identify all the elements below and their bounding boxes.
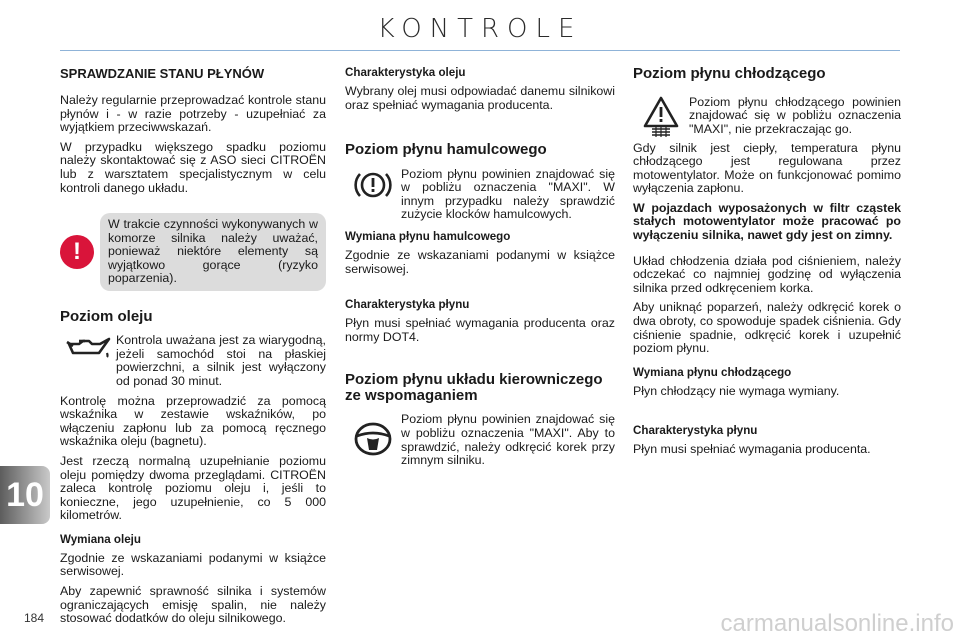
paragraph: Należy regularnie przeprowadzać kontrole stanu płynów i - w razie potrzeby - uzupełniać za wyjątkiem przeciwwskazań. — [60, 93, 326, 135]
subheading-oil-spec: Charakterystyka oleju — [345, 66, 466, 79]
paragraph: Kontrolę można przeprowadzić za pomocą wskaźnika w zestawie wskaźników, po włączeniu zapłonu lub za pomocą ręcznego wskaźnika oleju (bagnetu). — [60, 393, 326, 449]
paragraph: Gdy silnik jest ciepły, temperatura płynu chłodzącego jest regulowana przez motowentylator. Może on funkcjonować pomimo wyłączenia zapłonu. — [633, 140, 901, 196]
paragraph: Płyn musi spełniać wymagania producenta. — [633, 442, 871, 457]
column-right — [633, 66, 901, 457]
subheading-coolant-spec: Charakterystyka płynu — [633, 424, 758, 438]
column-left — [60, 62, 326, 626]
steering-fluid-note — [345, 413, 615, 467]
paragraph: Aby zapewnić sprawność silnika i systemów ograniczających emisję spalin, nie należy stosować dodatków do oleju silnikowego. — [60, 584, 326, 626]
coolant-text: Poziom płynu chłodzącego powinien znajdować się w pobliżu oznaczenia "MAXI", nie przekraczając go. — [689, 94, 901, 136]
warning-box — [100, 213, 326, 291]
warning-note — [60, 213, 326, 291]
section-heading-oil-level: Poziom oleju — [60, 307, 153, 325]
coolant-warning-icon — [642, 96, 680, 138]
subheading-brake-change: Wymiana płynu hamulcowego — [345, 230, 511, 244]
paragraph: Płyn chłodzący nie wymaga wymiany. — [633, 383, 840, 398]
header-divider — [60, 50, 900, 51]
coolant-note — [633, 96, 901, 138]
paragraph: Płyn musi spełniać wymagania producenta oraz normy DOT4. — [345, 316, 615, 344]
section-heading-brake-fluid: Poziom płynu hamulcowego — [345, 141, 547, 159]
section-heading-power-steering: Poziom płynu układu kierowniczego ze wspomaganiem — [345, 371, 603, 404]
oil-can-icon — [65, 334, 111, 360]
subheading-coolant-change: Wymiana płynu chłodzącego — [633, 365, 792, 379]
oil-level-note — [60, 334, 326, 388]
paragraph: W przypadku większego spadku poziomu należy skontaktować się z ASO sieci CITROËN lub z warsztatem specjalistycznym w celu kontroli danego układu. — [60, 139, 326, 195]
paragraph-bold: W pojazdach wyposażonych w filtr cząstek stałych motowentylator może pracować po wyłączeniu silnika, nawet gdy jest on zimny. — [633, 200, 901, 243]
brake-warning-icon — [352, 168, 394, 202]
paragraph: Zgodnie ze wskazaniami podanymi w książce serwisowej. — [60, 550, 326, 579]
steering-fluid-text: Poziom płynu powinien znajdować się w pobliżu oznaczenia "MAXI". Aby to sprawdzić, należy odkręcić korek przy zimnym silniku. — [401, 412, 615, 468]
oil-level-text: Kontrola uważana jest za wiarygodną, jeżeli samochód stoi na płaskiej powierzchni, a silnik jest wyłączony od ponad 30 minut. — [116, 333, 326, 388]
column-middle — [345, 66, 615, 468]
steering-wheel-icon — [353, 421, 393, 457]
warning-text: W trakcie czynności wykonywanych w komorze silnika należy uważać, ponieważ niektóre elementy są wyjątkowo gorące (ryzyko poparzenia). — [108, 217, 318, 286]
section-heading-coolant: Poziom płynu chłodzącego — [633, 65, 826, 82]
paragraph: Aby uniknąć poparzeń, należy odkręcić korek o dwa obroty, co spowoduje spadek ciśnienia. Gdy ciśnienie spadnie, odkręcić korek i uzupełnić poziom płynu. — [633, 300, 901, 356]
paragraph: Wybrany olej musi odpowiadać danemu silnikowi oraz spełniać wymagania producenta. — [345, 84, 615, 112]
paragraph: Jest rzeczą normalną uzupełnianie poziomu oleju pomiędzy dwoma przeglądami. CITROËN zaleca kontrolę poziomu oleju i, jeśli to konieczne, jego uzupełnienie, co 5 000 kilometrów. — [60, 453, 326, 523]
section-heading-fluid-check: SPRAWDZANIE STANU PŁYNÓW — [60, 66, 265, 81]
paragraph: Układ chłodzenia działa pod ciśnieniem, należy odczekać co najmniej godzinę od wyłączenia silnika przed odkręceniem korka. — [633, 253, 901, 295]
brake-fluid-note — [345, 168, 615, 222]
paragraph: Zgodnie ze wskazaniami podanymi w książce serwisowej. — [345, 248, 615, 276]
exclamation-icon: ! — [60, 235, 94, 269]
watermark: carmanualsonline.info — [720, 610, 954, 637]
brake-fluid-text: Poziom płynu powinien znajdować się w pobliżu oznaczenia "MAXI". W innym przypadku należy sprawdzić zużycie klocków hamulcowych. — [401, 166, 615, 222]
page-title: KONTROLE — [377, 14, 583, 44]
subheading-brake-spec: Charakterystyka płynu — [345, 298, 470, 312]
subheading-oil-change: Wymiana oleju — [60, 532, 141, 546]
page-number: 184 — [24, 611, 45, 625]
chapter-tab: 10 — [0, 466, 50, 524]
